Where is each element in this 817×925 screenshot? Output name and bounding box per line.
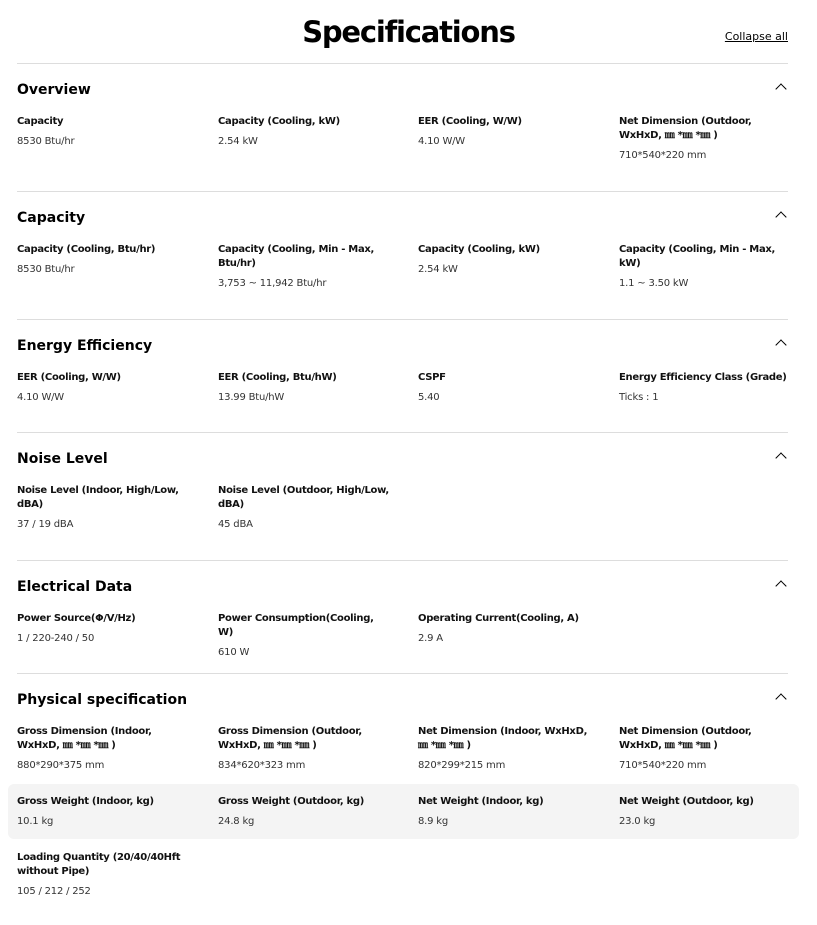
spec-value: 1 / 220-240 / 50 xyxy=(17,633,95,644)
spec-item xyxy=(418,795,590,829)
spec-item xyxy=(619,243,791,291)
spec-item xyxy=(418,612,590,646)
spec-label: Power Consumption(Cooling, W) xyxy=(218,613,374,638)
page-title: Specifications xyxy=(302,15,515,49)
spec-label: Capacity (Cooling, kW) xyxy=(418,244,540,255)
spec-value: 8530 Btu/hr xyxy=(17,264,75,275)
spec-label: Noise Level (Indoor, High/Low, dBA) xyxy=(17,485,179,510)
section-title[interactable]: Energy Efficiency xyxy=(17,338,153,354)
spec-item xyxy=(218,243,390,291)
spec-item xyxy=(17,371,189,405)
spec-item xyxy=(418,115,590,149)
spec-value: 5.40 xyxy=(418,392,440,403)
section-electrical-data xyxy=(17,560,788,674)
spec-label: Gross Weight (Indoor, kg) xyxy=(17,796,154,807)
spec-item xyxy=(218,795,390,829)
section-title[interactable]: Overview xyxy=(17,82,91,98)
spec-value: 710*540*220 mm xyxy=(619,760,707,771)
spec-label: Net Weight (Outdoor, kg) xyxy=(619,796,754,807)
spec-value: 4.10 W/W xyxy=(418,136,465,147)
spec-label: EER (Cooling, Btu/hW) xyxy=(218,372,337,383)
spec-item xyxy=(17,795,189,829)
chevron-up-icon[interactable] xyxy=(775,83,786,94)
spec-item xyxy=(17,243,189,277)
spec-value: 45 dBA xyxy=(218,519,253,530)
section-capacity xyxy=(17,191,788,320)
section-title[interactable]: Capacity xyxy=(17,210,86,226)
spec-value: 37 / 19 dBA xyxy=(17,519,74,530)
spec-value: 13.99 Btu/hW xyxy=(218,392,285,403)
spec-value: 2.54 kW xyxy=(218,136,258,147)
section-title[interactable]: Noise Level xyxy=(17,451,108,467)
section-noise-level xyxy=(17,432,788,561)
chevron-up-icon[interactable] xyxy=(775,693,786,704)
spec-label: Capacity (Cooling, Btu/hr) xyxy=(17,244,156,255)
spec-label: Net Weight (Indoor, kg) xyxy=(418,796,544,807)
spec-label: CSPF xyxy=(418,372,446,383)
spec-item xyxy=(17,725,189,773)
spec-label: Capacity (Cooling, kW) xyxy=(218,116,340,127)
spec-label: Capacity (Cooling, Min - Max, kW) xyxy=(619,244,776,269)
spec-value: 820*299*215 mm xyxy=(418,760,506,771)
spec-item xyxy=(418,725,590,773)
section-physical-specification xyxy=(17,673,788,925)
spec-item xyxy=(418,243,590,277)
spec-value: 880*290*375 mm xyxy=(17,760,105,771)
spec-item xyxy=(17,612,189,646)
spec-value: 8530 Btu/hr xyxy=(17,136,75,147)
spec-label: EER (Cooling, W/W) xyxy=(418,116,522,127)
spec-label: Net Dimension (Outdoor, WxHxD, ㎜ *㎜ *㎜ ) xyxy=(619,726,752,751)
spec-label: Noise Level (Outdoor, High/Low, dBA) xyxy=(218,485,389,510)
spec-value: 24.8 kg xyxy=(218,816,255,827)
spec-label: Loading Quantity (20/40/40Hft without Pipe) xyxy=(17,852,181,877)
spec-label: Capacity xyxy=(17,116,64,127)
spec-label: EER (Cooling, W/W) xyxy=(17,372,121,383)
collapse-all-link[interactable]: Collapse all xyxy=(724,30,788,43)
chevron-up-icon[interactable] xyxy=(775,339,786,350)
spec-item xyxy=(619,371,791,405)
spec-item xyxy=(17,484,189,532)
spec-label: Net Dimension (Indoor, WxHxD, ㎜ *㎜ *㎜ ) xyxy=(418,726,588,751)
spec-item xyxy=(17,851,189,899)
spec-value: 4.10 W/W xyxy=(17,392,64,403)
spec-item xyxy=(17,115,189,149)
spec-item xyxy=(218,484,390,532)
section-title[interactable]: Physical specification xyxy=(17,692,188,708)
spec-item xyxy=(418,371,590,405)
spec-value: Ticks : 1 xyxy=(619,392,659,403)
spec-label: Gross Dimension (Indoor, WxHxD, ㎜ *㎜ *㎜ ) xyxy=(17,726,152,751)
spec-value: 2.9 A xyxy=(418,633,443,644)
section-title[interactable]: Electrical Data xyxy=(17,579,133,595)
spec-value: 10.1 kg xyxy=(17,816,54,827)
spec-label: Gross Weight (Outdoor, kg) xyxy=(218,796,365,807)
spec-item xyxy=(218,371,390,405)
spec-label: Operating Current(Cooling, A) xyxy=(418,613,579,624)
section-overview xyxy=(17,63,788,192)
chevron-up-icon[interactable] xyxy=(775,211,786,222)
spec-value: 23.0 kg xyxy=(619,816,656,827)
spec-label: Energy Efficiency Class (Grade) xyxy=(619,372,787,383)
spec-value: 710*540*220 mm xyxy=(619,150,707,161)
spec-label: Capacity (Cooling, Min - Max, Btu/hr) xyxy=(218,244,375,269)
spec-value: 1.1 ~ 3.50 kW xyxy=(619,278,689,289)
section-energy-efficiency xyxy=(17,319,788,433)
spec-value: 2.54 kW xyxy=(418,264,458,275)
spec-item xyxy=(218,115,390,149)
spec-label: Net Dimension (Outdoor, WxHxD, ㎜ *㎜ *㎜ ) xyxy=(619,116,752,141)
spec-label: Gross Dimension (Outdoor, WxHxD, ㎜ *㎜ *㎜ ) xyxy=(218,726,362,751)
chevron-up-icon[interactable] xyxy=(775,580,786,591)
chevron-up-icon[interactable] xyxy=(775,452,786,463)
spec-item xyxy=(619,795,791,829)
spec-value: 610 W xyxy=(218,647,250,658)
spec-value: 8.9 kg xyxy=(418,816,449,827)
spec-value: 834*620*323 mm xyxy=(218,760,306,771)
spec-value: 3,753 ~ 11,942 Btu/hr xyxy=(218,278,327,289)
spec-item xyxy=(218,612,390,660)
spec-value: 105 / 212 / 252 xyxy=(17,886,91,897)
spec-item xyxy=(218,725,390,773)
spec-label: Power Source(Φ/V/Hz) xyxy=(17,613,136,624)
spec-item xyxy=(619,115,791,163)
spec-item xyxy=(619,725,791,773)
